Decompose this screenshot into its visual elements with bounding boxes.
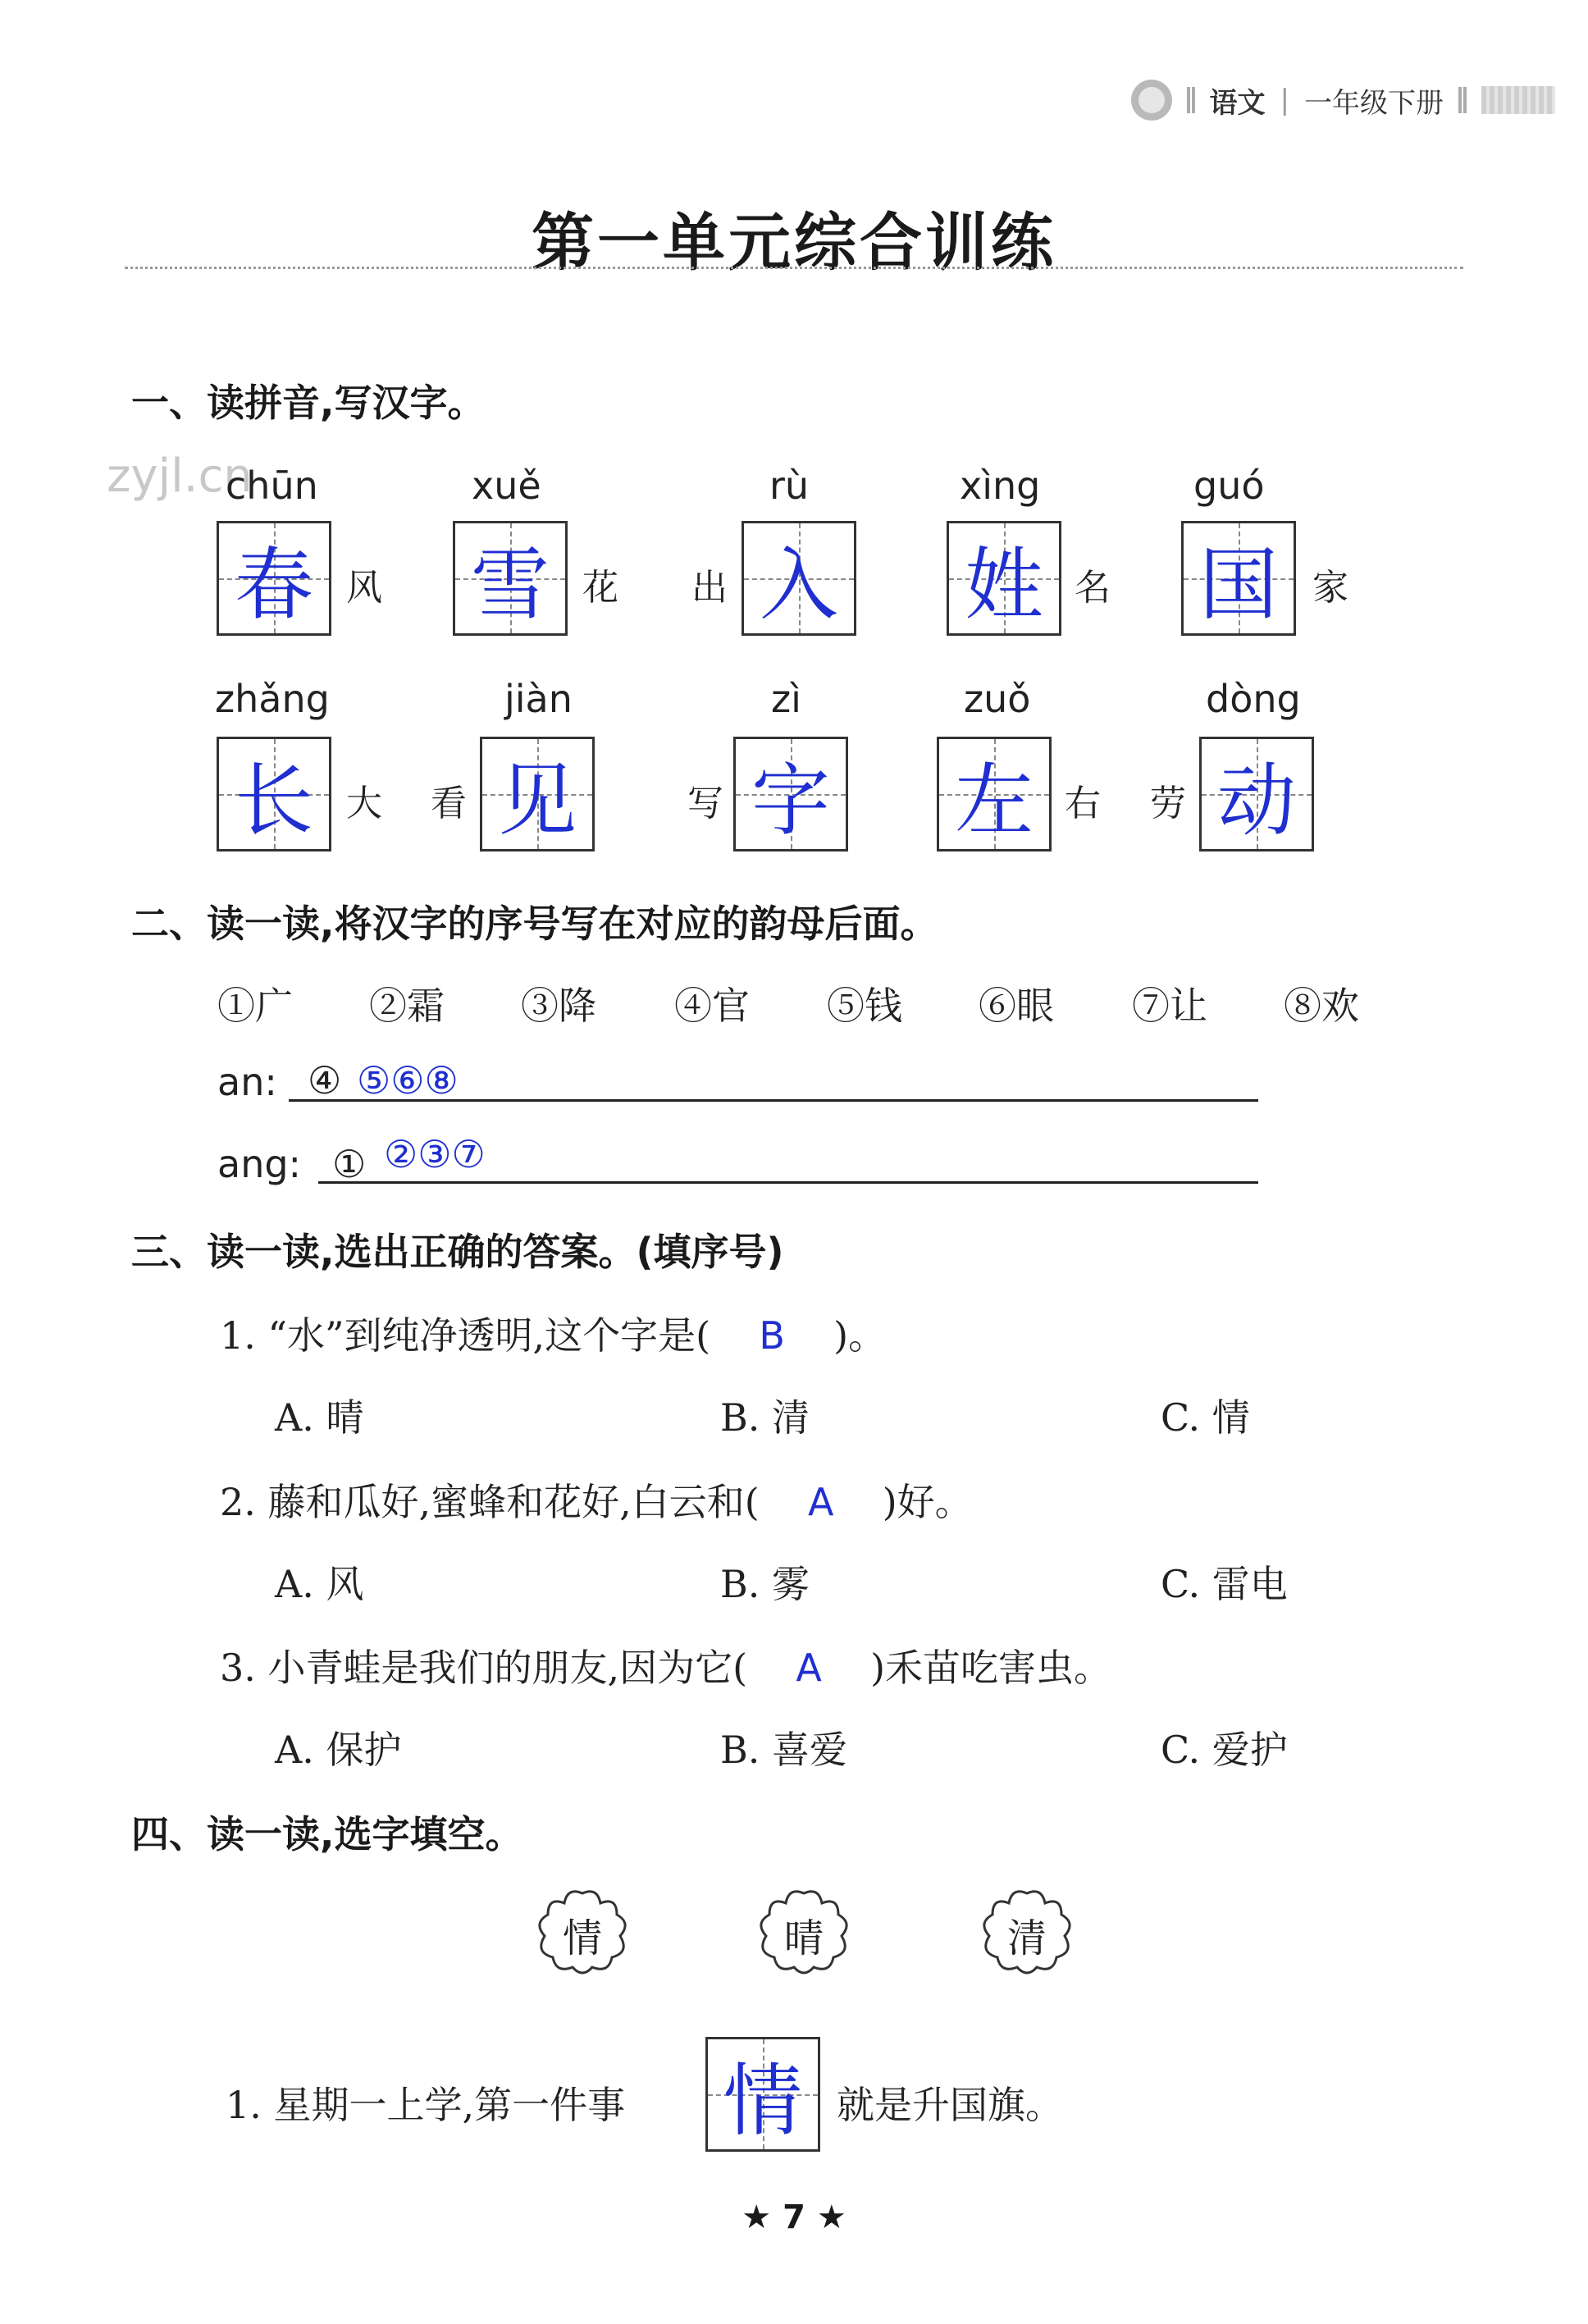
an-answer: ⑤⑥⑧ [357, 1058, 459, 1103]
answer-char: 情 [723, 2054, 802, 2147]
answer-char: 国 [1199, 538, 1278, 631]
ang-answer: ②③⑦ [384, 1132, 486, 1176]
pinyin: xuě [472, 463, 541, 508]
choice-a: A. 保护 [275, 1728, 402, 1772]
flower-char: 晴 [783, 1915, 824, 1961]
divider-icon [1458, 87, 1467, 113]
fill-question-1-end: 就是升国旗。 [837, 2083, 1063, 2127]
choice-c: C. 爱护 [1161, 1728, 1288, 1772]
option: ⑤钱 [827, 984, 902, 1028]
answer-char: 动 [1217, 754, 1296, 847]
option: ⑥眼 [979, 984, 1054, 1028]
header-bar [1481, 86, 1555, 114]
choice-c: C. 雷电 [1161, 1562, 1288, 1606]
given-char: 名 [1075, 567, 1111, 609]
option: ③降 [521, 984, 596, 1028]
choice-b: B. 雾 [720, 1562, 810, 1606]
choice-c: C. 情 [1161, 1395, 1250, 1440]
pinyin: dòng [1206, 677, 1301, 721]
option: ④官 [674, 984, 750, 1028]
section2-heading: 二、读一读,将汉字的序号写在对应的韵母后面。 [131, 902, 938, 946]
pinyin: zì [771, 677, 801, 721]
flower-char: 情 [562, 1915, 602, 1961]
char-box[interactable] [947, 521, 1061, 636]
divider-icon [1187, 87, 1195, 113]
answer-char: 春 [235, 538, 313, 631]
title-divider [125, 267, 1463, 269]
answer-char: 长 [235, 754, 313, 847]
page-title: 第一单元综合训练 [532, 206, 1056, 279]
header-subject: 语文 [1209, 86, 1266, 120]
given-char: 风 [346, 567, 382, 609]
ang-label: ang: [217, 1142, 302, 1186]
question-text: 3. 小青蛙是我们的朋友,因为它( [220, 1646, 748, 1690]
pinyin: rù [769, 463, 810, 508]
flower-option [755, 1887, 853, 1977]
pinyin: zhǎng [215, 677, 330, 721]
given-char: 花 [582, 567, 618, 609]
pinyin: zuǒ [964, 677, 1031, 721]
sun-icon [1131, 80, 1172, 121]
question-text: )好。 [882, 1480, 973, 1524]
pinyin: guó [1193, 463, 1265, 508]
answer-char: 左 [955, 754, 1034, 847]
header-grade: 一年级下册 [1304, 86, 1444, 120]
flower-option [533, 1887, 632, 1977]
an-printed: ④ [308, 1058, 342, 1103]
pinyin: xìng [960, 463, 1041, 508]
page-number: ★ 7 ★ [742, 2198, 846, 2236]
question-text: 2. 藤和瓜好,蜜蜂和花好,白云和( [220, 1480, 760, 1524]
choice-a: A. 晴 [275, 1395, 364, 1440]
ang-answer-line[interactable] [318, 1181, 1258, 1184]
char-box[interactable] [1199, 737, 1314, 852]
question-3 [220, 1638, 1111, 1692]
answer-char: 雪 [471, 538, 550, 631]
page-header [1131, 79, 1555, 121]
char-box[interactable] [742, 521, 856, 636]
answer[interactable]: A [796, 1646, 822, 1690]
char-box[interactable] [453, 521, 568, 636]
pinyin: jiàn [504, 677, 573, 721]
char-box[interactable] [733, 737, 848, 852]
question-text: )禾苗吃害虫。 [870, 1646, 1112, 1690]
section3-heading: 三、读一读,选出正确的答案。(填序号) [131, 1230, 784, 1274]
option: ⑧欢 [1284, 984, 1359, 1028]
choice-b: B. 喜爱 [720, 1728, 848, 1772]
given-char: 看 [431, 783, 467, 824]
question-text: )。 [833, 1313, 887, 1358]
given-char: 家 [1312, 567, 1348, 609]
pinyin: chūn [226, 463, 318, 508]
given-char: 写 [687, 783, 723, 824]
answer[interactable]: A [807, 1480, 834, 1524]
watermark: zyjl.cn [107, 450, 253, 503]
char-box[interactable] [705, 2037, 820, 2152]
char-box[interactable] [217, 521, 331, 636]
answer-char: 入 [760, 538, 838, 631]
an-label: an: [217, 1060, 277, 1104]
given-char: 右 [1065, 783, 1101, 824]
section4-heading: 四、读一读,选字填空。 [131, 1812, 523, 1856]
answer[interactable]: B [759, 1313, 785, 1358]
separator: | [1280, 84, 1289, 116]
char-box[interactable] [217, 737, 331, 852]
flower-char: 清 [1006, 1915, 1047, 1961]
flower-option [978, 1887, 1076, 1977]
given-char: 出 [691, 567, 728, 609]
question-2 [220, 1472, 973, 1527]
answer-char: 字 [751, 754, 830, 847]
section1-heading: 一、读拼音,写汉字。 [131, 381, 486, 425]
answer-char: 姓 [965, 538, 1043, 631]
char-box[interactable] [937, 737, 1052, 852]
option: ②霜 [369, 984, 445, 1028]
fill-question-1: 1. 星期一上学,第一件事 [226, 2083, 626, 2127]
choice-b: B. 清 [720, 1395, 810, 1440]
char-box[interactable] [480, 737, 595, 852]
answer-char: 见 [498, 754, 577, 847]
question-1 [220, 1306, 886, 1360]
option: ①广 [217, 984, 293, 1028]
char-box[interactable] [1181, 521, 1296, 636]
option: ⑦让 [1132, 984, 1207, 1028]
choice-a: A. 风 [275, 1562, 364, 1606]
ang-printed: ① [332, 1142, 367, 1186]
given-char: 大 [346, 783, 382, 824]
given-char: 劳 [1150, 783, 1186, 824]
question-text: 1. “水”到纯净透明,这个字是( [220, 1313, 711, 1358]
